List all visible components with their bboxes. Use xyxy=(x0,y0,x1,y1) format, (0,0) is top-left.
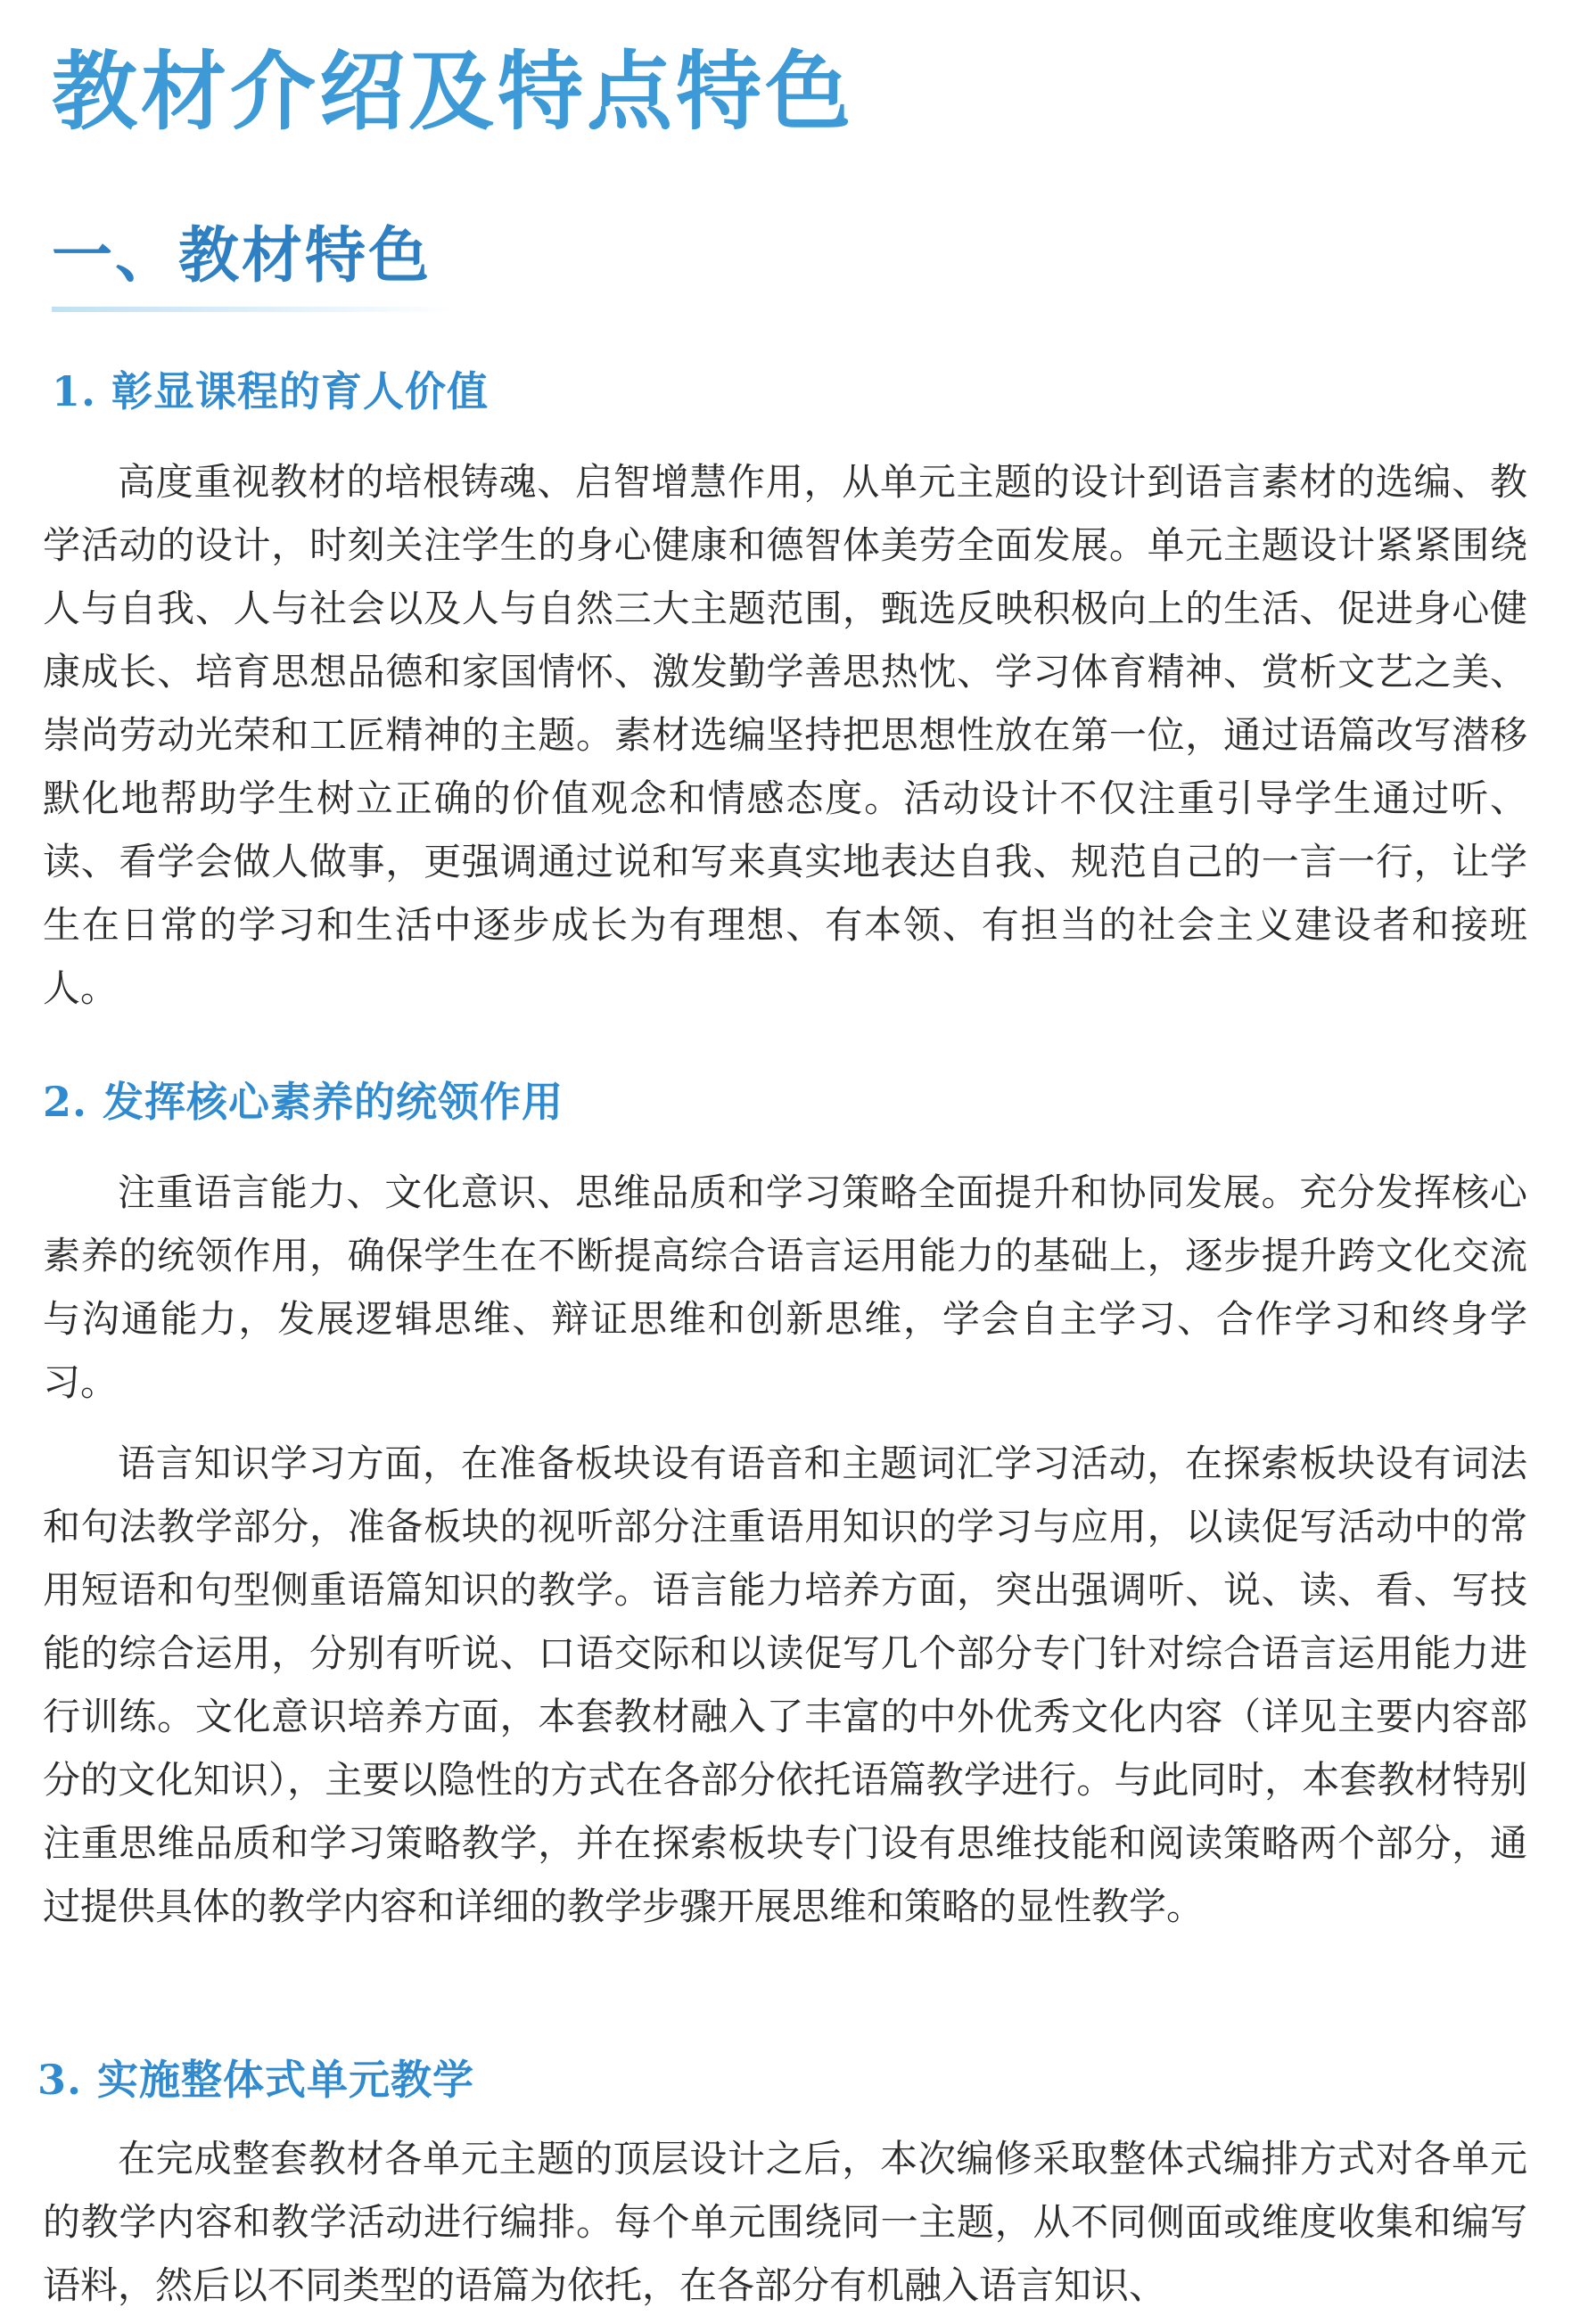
body-paragraph: 在完成整套教材各单元主题的顶层设计之后，本次编修采取整体式编排方式对各单元的教学内容和教学活动进行编排。每个单元围绕同一主题，从不同侧面或维度收集和编写语料，然后以不同类型的语篇为依托，在各部分有机融入语言知识、 xyxy=(43,2137,1527,2307)
subsection-heading: 1. 彰显课程的育人价值 xyxy=(52,367,490,415)
body-paragraph: 语言知识学习方面，在准备板块设有语音和主题词汇学习活动，在探索板块设有词法和句法教学部分，准备板块的视听部分注重语用知识的学习与应用，以读促写活动中的常用短语和句型侧重语篇知识的教学。语言能力培养方面，突出强调听、说、读、看、写技能的综合运用，分别有听说、口语交际和以读促写几个部分专门针对综合语言运用能力进行训练。文化意识培养方面，本套教材融入了丰富的中外优秀文化内容（详见主要内容部分的文化知识），主要以隐性的方式在各部分依托语篇教学进行。与此同时，本套教材特别注重思维品质和学习策略教学，并在探索板块专门设有思维技能和阅读策略两个部分，通过提供具体的教学内容和详细的教学步骤开展思维和策略的显性教学。 xyxy=(43,1441,1527,1928)
page-title: 教材介绍及特点特色 xyxy=(52,42,854,142)
body-paragraph: 高度重视教材的培根铸魂、启智增慧作用，从单元主题的设计到语言素材的选编、教学活动的设计，时刻关注学生的身心健康和德智体美劳全面发展。单元主题设计紧紧围绕人与自我、人与社会以及人与自然三大主题范围，甄选反映积极向上的生活、促进身心健康成长、培育思想品德和家国情怀、激发勤学善思热忱、学习体育精神、赏析文艺之美、崇尚劳动光荣和工匠精神的主题。素材选编坚持把思想性放在第一位，通过语篇改写潜移默化地帮助学生树立正确的价值观念和情感态度。活动设计不仅注重引导学生通过听、读、看学会做人做事，更强调通过说和写来真实地表达自我、规范自己的一言一行，让学生在日常的学习和生活中逐步成长为有理想、有本领、有担当的社会主义建设者和接班人。 xyxy=(43,460,1527,1010)
subsection-heading: 2. 发挥核心素养的统领作用 xyxy=(43,1078,564,1126)
section-title: 一、教材特色 xyxy=(52,221,432,292)
body-paragraph: 注重语言能力、文化意识、思维品质和学习策略全面提升和协同发展。充分发挥核心素养的统领作用，确保学生在不断提高综合语言运用能力的基础上，逐步提升跨文化交流与沟通能力，发展逻辑思维、辩证思维和创新思维，学会自主学习、合作学习和终身学习。 xyxy=(43,1170,1527,1404)
subsection-heading: 3. 实施整体式单元教学 xyxy=(37,2056,475,2104)
section-title-underline xyxy=(52,307,453,312)
